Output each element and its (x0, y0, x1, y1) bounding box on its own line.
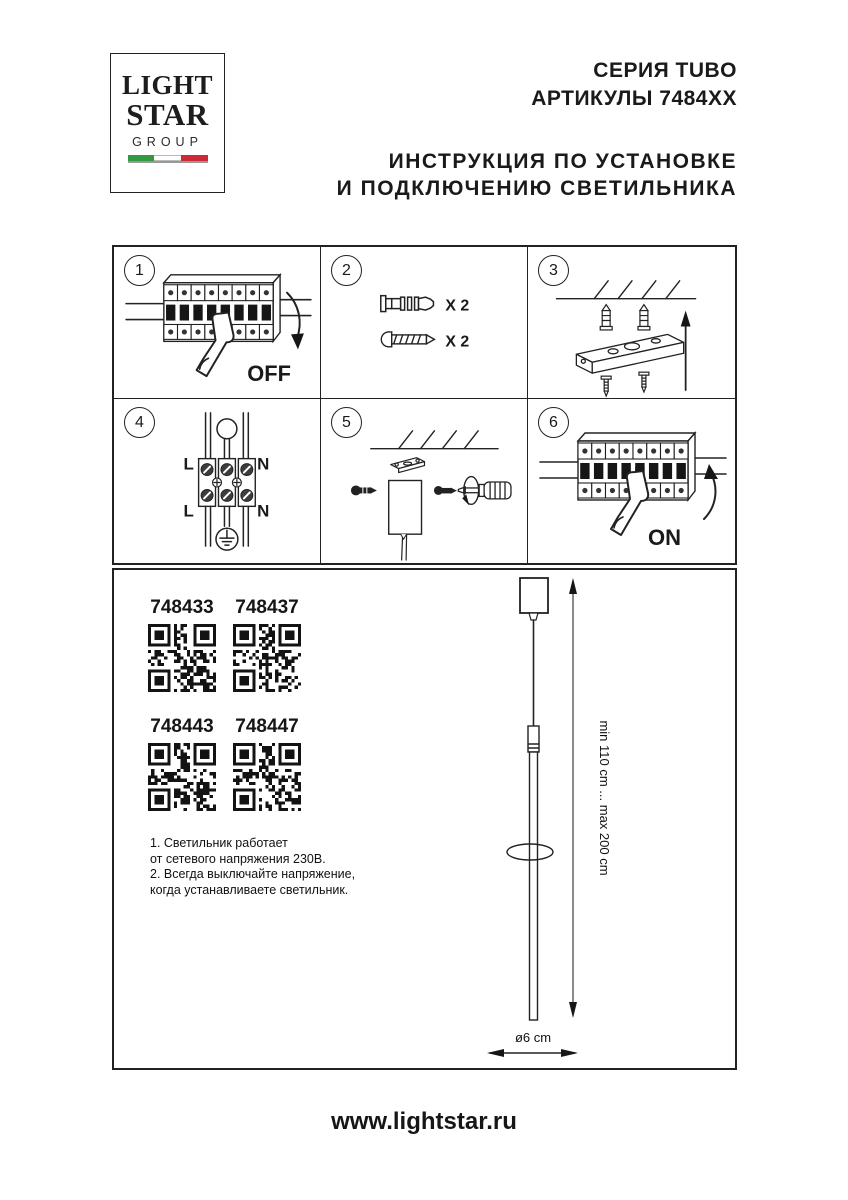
side-screw-left-icon (351, 486, 375, 495)
mounting-bracket-icon (576, 334, 683, 373)
qr-code (148, 743, 216, 811)
installation-steps-grid (112, 245, 737, 565)
step-panel-1 (114, 247, 321, 399)
qr-code (148, 624, 216, 692)
ceiling-line (371, 431, 498, 449)
canopy-icon (389, 481, 422, 561)
document-header (337, 57, 737, 202)
qr-code (233, 743, 301, 811)
terminal-block-icon (199, 459, 256, 507)
circuit-breaker-strip (540, 433, 726, 535)
product-info-box (112, 568, 737, 1070)
screw-qty-label: X 2 (445, 333, 470, 351)
step-number-5: 5 (331, 407, 362, 438)
fixture-wires-ground (206, 506, 249, 550)
step-number-2: 2 (331, 255, 362, 286)
step-panel-2 (321, 247, 528, 399)
height-dimension-arrow (569, 578, 577, 1018)
side-screw-right-icon (434, 486, 455, 494)
note-line: когда устанавливаете светильник. (150, 882, 349, 897)
step-number-4: 4 (124, 407, 155, 438)
arrow-up-icon (704, 464, 718, 519)
on-label: ON (648, 525, 681, 550)
step-panel-3 (528, 247, 735, 399)
step-panel-4 (114, 399, 321, 563)
flag-white-stripe (154, 155, 181, 161)
wire-label-l-top: L (183, 454, 194, 474)
bracket-icon (391, 458, 425, 473)
dowel-qty-label: X 2 (445, 297, 470, 315)
flag-green-stripe (128, 155, 155, 161)
article-number: 748443 (150, 716, 214, 737)
wire-label-l-bottom: L (183, 501, 194, 521)
articles-title: АРТИКУЛЫ 7484XX (531, 87, 737, 110)
note-line: 1. Светильник работает (150, 836, 288, 850)
ceiling-line (556, 281, 695, 299)
logo-word-star: STAR (126, 97, 209, 132)
step-panel-6 (528, 399, 735, 563)
website-url: www.lightstar.ru (331, 1108, 517, 1135)
lightstar-logo (110, 53, 225, 193)
series-title: СЕРИЯ TUBO (593, 59, 737, 82)
logo-word-light: LIGHT (121, 70, 214, 100)
lamp-canopy-icon (520, 578, 548, 620)
screws-pair-icon (601, 372, 649, 396)
wire-label-n-top: N (257, 454, 270, 474)
step-number-3: 3 (538, 255, 569, 286)
italian-flag-icon (128, 155, 208, 163)
article-number: 748433 (150, 597, 214, 618)
supply-wires (206, 413, 249, 459)
qr-code (233, 624, 301, 692)
step-number-6: 6 (538, 407, 569, 438)
wire-label-n-bottom: N (257, 501, 270, 521)
arrow-down-icon (287, 293, 304, 350)
step-number-1: 1 (124, 255, 155, 286)
note-line: 2. Всегда выключайте напряжение, (150, 867, 356, 881)
diameter-label: ø6 cm (514, 1030, 552, 1045)
diameter-dimension-arrow (487, 1049, 578, 1057)
off-label: OFF (247, 361, 291, 387)
logo-word-group: GROUP (132, 135, 203, 149)
article-number: 748437 (235, 597, 299, 618)
safety-notes (150, 836, 355, 898)
pendant-lamp-drawing (472, 570, 632, 1068)
dowels-pair-icon (600, 305, 650, 330)
screw-icon (381, 332, 434, 347)
dowel-icon (381, 296, 434, 312)
flag-red-stripe (181, 155, 208, 161)
note-line: от сетевого напряжения 230В. (150, 851, 326, 866)
height-range-label: min 110 cm ... max 200 cm (597, 720, 612, 876)
instruction-title-line2: И ПОДКЛЮЧЕНИЮ СВЕТИЛЬНИКА (336, 177, 737, 200)
article-number: 748447 (235, 716, 299, 737)
step-panel-5 (321, 399, 528, 563)
lamp-tube-icon (528, 726, 539, 1020)
instruction-title-line1: ИНСТРУКЦИЯ ПО УСТАНОВКЕ (388, 150, 737, 173)
